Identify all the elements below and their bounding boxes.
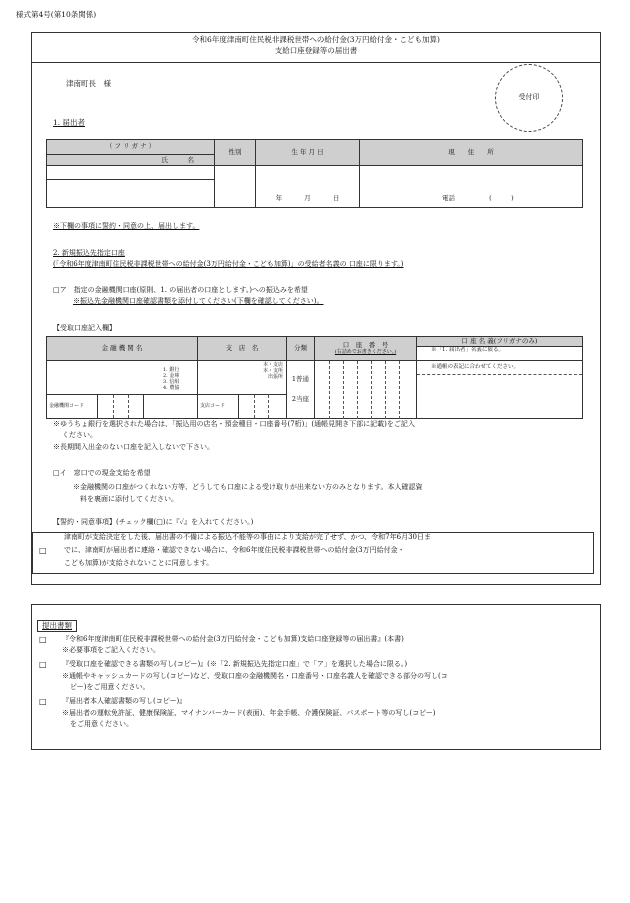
furigana-input[interactable]: [47, 166, 215, 180]
option-i[interactable]: □イ 窓口での現金支給を希望: [53, 469, 151, 477]
submission-item-1-text: 『令和6年度津南町住民税非課税世帯への給付金(3万円給付金・こども加算)支給口座登録等の届出書』(本書): [62, 635, 404, 643]
branch-type-list: 本・支店 本・支所 出張所: [262, 362, 283, 380]
submission-item-3-text: 『届出者本人確認書類の写し(コピー)』: [62, 697, 187, 705]
type-header: 分類: [287, 337, 315, 361]
address-input[interactable]: [360, 166, 583, 208]
submission-item-3-checkbox[interactable]: □: [39, 697, 47, 706]
submission-item-2-note-2: ピー)をご用意ください。: [70, 683, 150, 691]
oath-text-1: 津南町が支給決定をした後、届出書の不備による振込不能等の事由により支給が完了せず、かつ、令和7年6月30日ま: [64, 533, 431, 541]
stamp-label: 受付印: [518, 93, 540, 102]
title-line-2: 支給口座登録等の届出書: [274, 45, 358, 55]
account-holder-input[interactable]: ※通帳の表記に合わせてください。: [417, 361, 583, 419]
account-type-select[interactable]: 1普通 2当座: [287, 361, 315, 419]
form-number: 様式第4号(第10条関係): [16, 10, 97, 19]
bank-code-input[interactable]: 金融機関コード: [47, 395, 198, 419]
submission-item-3-note-1: ※届出者の運転免許証、健康保険証、マイナンバーカード(表面)、年金手帳、介護保険証、パスポート等の写し(コピー): [62, 709, 436, 717]
branch-code-input[interactable]: 支店コード: [198, 395, 287, 419]
title-line-1: 令和6年度津南町住民税非課税世帯への給付金(3万円給付金・こども加算): [192, 35, 440, 44]
oath-title: 【誓約・同意事項】(チェック欄(□)に『✓』を入れてください。): [53, 518, 254, 526]
gender-header: 性別: [215, 140, 256, 166]
yucho-note-2: ください。: [62, 431, 97, 439]
oath-checkbox[interactable]: □: [39, 546, 47, 555]
furigana-header: （ フ リ ガ ナ ）: [47, 140, 215, 155]
phone-label: 電話: [442, 193, 455, 202]
option-a[interactable]: □ア 指定の金融機関口座(原則、1. の届出者の口座とします。)への振込みを希望: [53, 286, 308, 294]
dob-header: 生 年 月 日: [256, 140, 360, 166]
name-input[interactable]: [47, 180, 215, 208]
oath-text-3: こども加算)が支給されないことに同意します。: [64, 559, 214, 567]
applicant-table: [46, 139, 583, 208]
form-title: [31, 32, 601, 63]
bank-type-list: 1. 銀行 2. 金庫 3. 信組 4. 農協: [163, 367, 180, 391]
submission-title: 提出書類: [37, 620, 77, 632]
option-i-note-1: ※金融機関の口座がつくれない方等、どうしても口座による受け取りが出来ない方のみとなります。本人確認資: [73, 483, 423, 491]
section2-note: (「令和6年度津南町住民税非課税世帯への給付金(3万円給付金・こども加算)」の受給者名義の 口座に限ります。): [53, 260, 404, 268]
dob-input[interactable]: 年 月 日: [256, 166, 360, 208]
gender-input[interactable]: [215, 166, 256, 208]
yucho-note-1: ※ゆうちょ銀行を選択された場合は、「振込用の店名・預金種目・口座番号(7桁)」(通帳見開き下部に記載)をご記入: [53, 420, 415, 428]
account-section-title: 【受取口座記入欄】: [53, 324, 116, 332]
submission-item-2-note-1: ※通帳やキャッシュカードの写し(コピー)など、受取口座の金融機関名・口座番号・口座名義人を確認できる部分の写し(コ: [62, 672, 448, 680]
submission-item-2-text: 『受取口座を確認できる書類の写し(コピー)』(※「2. 新規振込先指定口座」で「ア」を選択した場合に限る。): [62, 660, 408, 668]
bank-header: 金 融 機 関 名: [47, 337, 198, 361]
account-table: [46, 336, 583, 419]
oath-text-2: でに、津南町が届出者に連絡・確認できない場合に、令和6年度住民税非課税世帯への給付金(3万円給付金・: [64, 546, 405, 554]
branch-name-input[interactable]: [198, 361, 287, 395]
option-a-note: ※振込先金融機関口座確認書類を添付してください(下欄を確認してください)。: [73, 297, 324, 305]
section2-title: 2. 新規振込先指定口座: [53, 249, 125, 257]
section1-title: 1. 届出者: [53, 118, 86, 127]
account-number-input[interactable]: [315, 361, 417, 419]
reception-stamp-area: [495, 64, 563, 132]
name-header: 氏 名: [47, 155, 215, 166]
agree-note: ※下欄の事項に誓約・同意の上、届出します。: [53, 222, 200, 230]
long-term-note: ※長期間入出金のない口座を記入しないで下さい。: [53, 443, 214, 451]
submission-item-1-checkbox[interactable]: □: [39, 635, 47, 644]
addressee: 津南町長 様: [66, 79, 111, 88]
submission-item-2-checkbox[interactable]: □: [39, 660, 47, 669]
number-header: 口 座 番 号 (右詰めでお書きください。): [315, 337, 417, 361]
bank-name-input[interactable]: [47, 361, 198, 395]
submission-item-1-note: ※必要事項をご記入ください。: [62, 646, 160, 654]
holder-header: 口 座 名 義(フリガナのみ) ※「1. 届出者」名義に限る。: [417, 337, 583, 361]
option-i-note-2: 料を裏面に添付してください。: [80, 495, 178, 503]
address-header: 現 住 所: [360, 140, 583, 166]
phone-paren: ( ): [489, 193, 514, 202]
branch-header: 支 店 名: [198, 337, 287, 361]
submission-item-3-note-2: をご用意ください。: [70, 720, 133, 728]
